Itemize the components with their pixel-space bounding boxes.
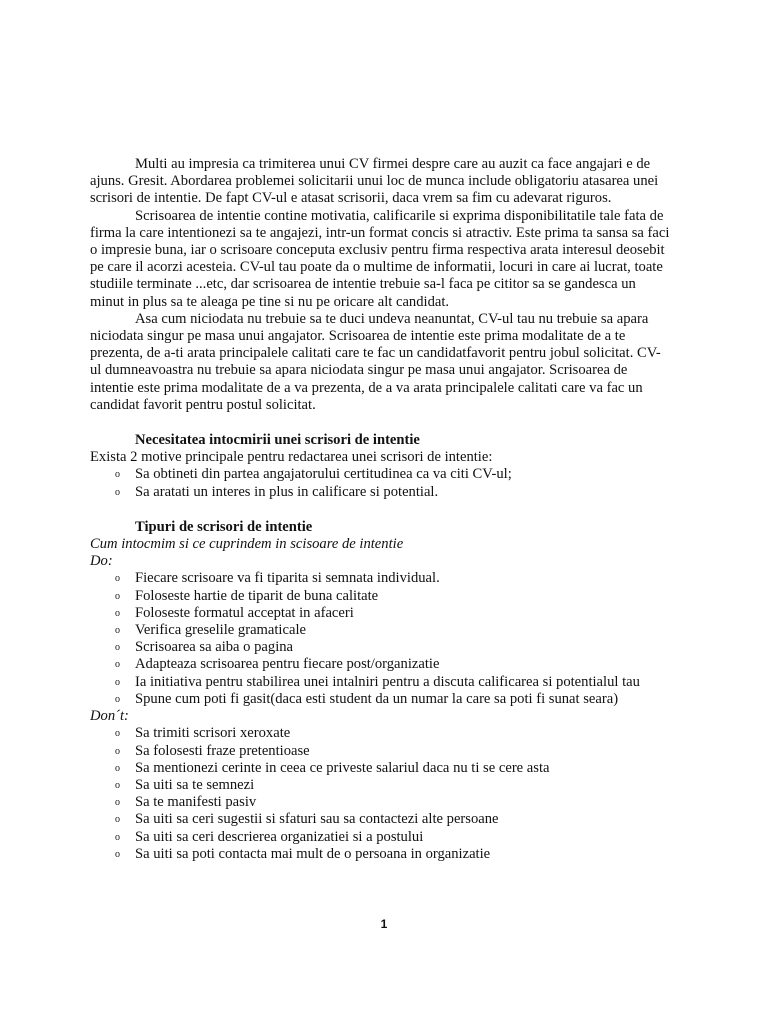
necessity-list (90, 466, 672, 500)
necessity-lead: Exista 2 motive principale pentru redactarea unei scrisori de intentie: (90, 449, 493, 466)
intro-paragraph-3: Asa cum niciodata nu trebuie sa te duci undeva neanuntat, CV-ul tau nu trebuie sa apara niciodata singur pe masa unui angajator. Scrisoarea de intentie este prima modalitate de a te prezenta, de a-ti arata principalele calitati care te fac un candidatfavorit pentru jobul solicitat. CV-ul dumneavoastra nu trebuie sa apara niciodata singur pe masa unui angajator. Scrisoarea de intentie este prima modalitate de a va prezenta, de a va arata principalele calitati care va fac un candidat favorit pentru postul solicitat. (90, 310, 661, 413)
bullet-icon: o (115, 728, 120, 740)
list-item: o Sa uiti sa te semnezi (115, 776, 255, 793)
dont-label: Don´t: (90, 708, 129, 725)
page-number: 1 (380, 917, 388, 931)
bullet-icon: o (115, 797, 120, 809)
bullet-icon: o (115, 486, 120, 498)
list-item: o Foloseste hartie de tiparit de buna calitate (115, 587, 379, 604)
bullet-icon: o (115, 573, 120, 585)
list-item: o Ia initiativa pentru stabilirea unei intalniri pentru a discuta calificarea si potentialul tau (115, 673, 640, 690)
list-item: o Sa folosesti fraze pretentioase (115, 742, 310, 759)
bullet-icon: o (115, 469, 120, 481)
bullet-icon: o (115, 607, 120, 619)
types-subtitle: Cum intocmim si ce cuprindem in scisoare de intentie (90, 536, 404, 553)
bullet-icon: o (115, 693, 120, 705)
list-item: o Sa aratati un interes in plus in calificare si potential. (115, 483, 439, 500)
bullet-icon: o (115, 659, 120, 671)
types-heading: Tipuri de scrisori de intentie (135, 518, 313, 535)
list-item: o Sa mentionezi cerinte in ceea ce priveste salariul daca nu ti se cere asta (115, 759, 550, 776)
do-label: Do: (90, 553, 113, 570)
list-item: o Verifica greselile gramaticale (115, 622, 306, 639)
list-item: o Sa uiti sa ceri descrierea organizatiei si a postului (115, 828, 424, 845)
list-item: o Sa trimiti scrisori xeroxate (115, 725, 291, 742)
do-list (90, 570, 672, 708)
dont-list (90, 725, 672, 863)
document-page (90, 156, 672, 863)
bullet-icon: o (115, 831, 120, 843)
list-item: o Adapteaza scrisoarea pentru fiecare post/organizatie (115, 656, 440, 673)
bullet-icon: o (115, 762, 120, 774)
list-item: o Fiecare scrisoare va fi tiparita si semnata individual. (115, 570, 440, 587)
bullet-icon: o (115, 848, 120, 860)
list-item: o Foloseste formatul acceptat in afaceri (115, 604, 354, 621)
bullet-icon: o (115, 779, 120, 791)
list-item: o Sa obtineti din partea angajatorului certitudinea ca va citi CV-ul; (115, 466, 512, 483)
bullet-icon: o (115, 676, 120, 688)
list-item: o Sa te manifesti pasiv (115, 794, 257, 811)
intro-paragraph-2: Scrisoarea de intentie contine motivatia, calificarile si exprima disponibilitatile tale fata de firma la care intentionezi sa te angajezi, intr-un format concis si atractiv. Este prima ta sansa sa faci o impresie buna, iar o scrisoare conceputa exclusiv pentru firma respectiva arata interesul deosebit pe care il acorzi acesteia. CV-ul tau poate da o multime de informatii, locuri in care ai lucrat, toate studiile terminate ...etc, dar scrisoarea de intentie trebuie sa-l faca pe cititor sa se gandesca un minut in plus sa te aleaga pe tine si nu pe oricare alt candidat. (90, 207, 670, 310)
list-item: o Sa uiti sa ceri sugestii si sfaturi sau sa contactezi alte persoane (115, 811, 499, 828)
bullet-icon: o (115, 625, 120, 637)
necessity-heading: Necesitatea intocmirii unei scrisori de intentie (135, 432, 420, 449)
bullet-icon: o (115, 642, 120, 654)
bullet-icon: o (115, 745, 120, 757)
bullet-icon: o (115, 814, 120, 826)
bullet-icon: o (115, 590, 120, 602)
list-item: o Scrisoarea sa aiba o pagina (115, 639, 294, 656)
list-item: o Spune cum poti fi gasit(daca esti student da un numar la care sa poti fi sunat seara) (115, 690, 619, 707)
list-item: o Sa uiti sa poti contacta mai mult de o persoana in organizatie (115, 845, 491, 862)
intro-paragraph-1: Multi au impresia ca trimiterea unui CV firmei despre care au auzit ca face angajari e de ajuns. Gresit. Abordarea problemei solicitarii unui loc de munca include obligatoriu atasarea unei scrisori de intentie. De fapt CV-ul e atasat scrisorii, daca vrem sa fim cu adevarat riguros. (90, 156, 659, 207)
